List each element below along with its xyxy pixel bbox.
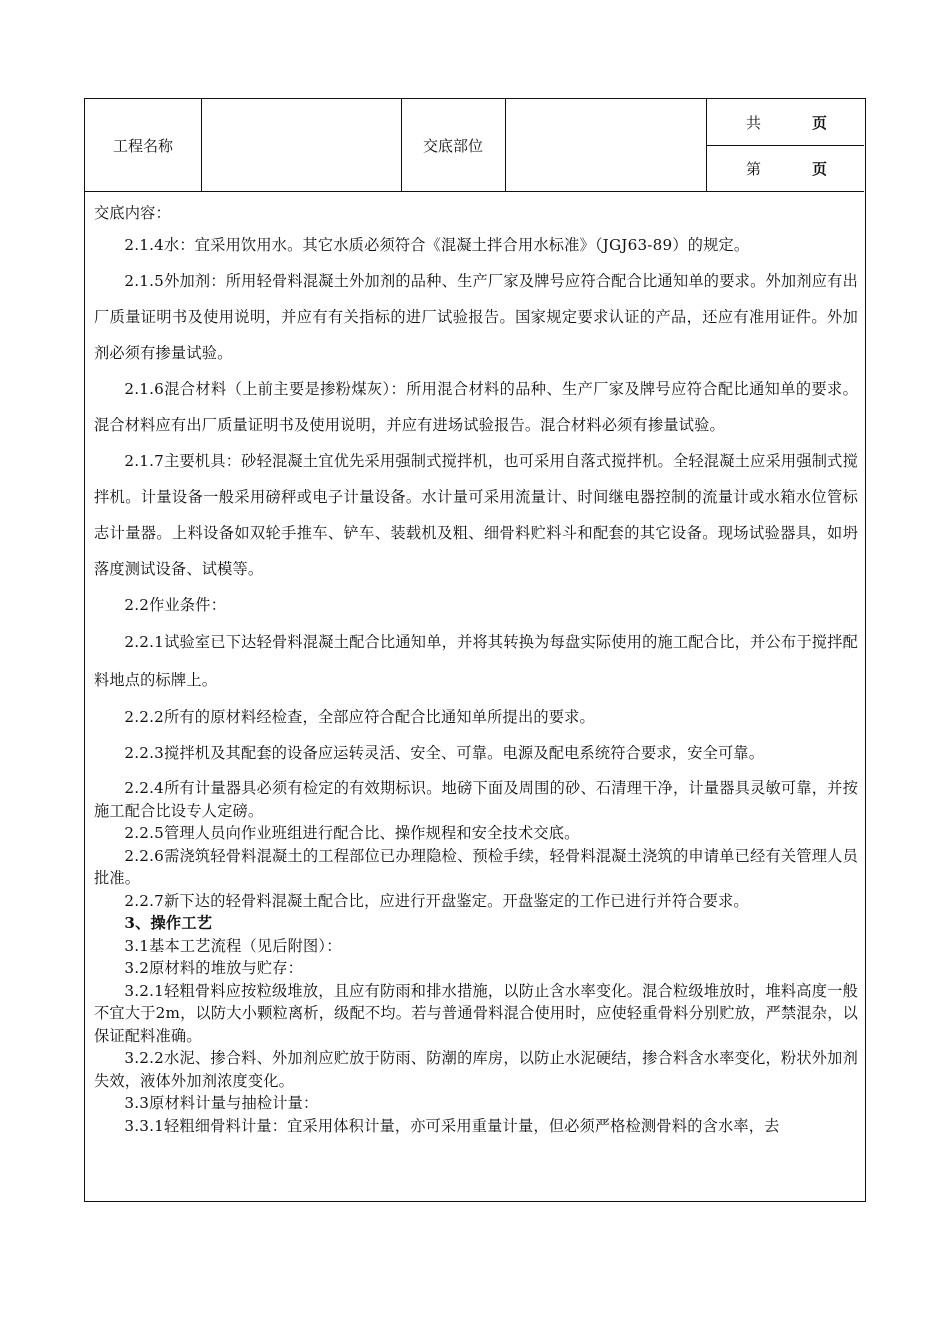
paragraph: 2.1.4水：宜采用饮用水。其它水质必须符合《混凝土拌合用水标准》（JGJ63-89）的规定。	[124, 236, 750, 254]
total-pages-suffix: 页	[812, 113, 828, 132]
paragraph: 2.1.7主要机具：砂轻混凝土宜优先采用强制式搅拌机，也可采用自落式搅拌机。全轻混凝土应采用强制式搅拌机。计量设备一般采用磅秤或电子计量设备。水计量可采用流量计、时间继电器控制的流量计或水箱水位管标志计量器。上料设备如双轮手推车、铲车、装载机及粗、细骨料贮料斗和配套的其它设备。现场试验器具，如坍落度测试设备、试模等。	[94, 452, 858, 578]
paragraph: 2.2.7新下达的轻骨料混凝土配合比，应进行开盘鉴定。开盘鉴定的工作已进行并符合要求。	[124, 891, 749, 910]
page-number-prefix: 第	[746, 159, 762, 178]
paragraph: 3.3原材料计量与抽检计量：	[124, 1094, 319, 1112]
paragraph: 2.1.6混合材料（上前主要是掺粉煤灰）：所用混合材料的品种、生产厂家及牌号应符合配比通知单的要求。混合材料应有出厂质量证明书及使用说明，并应有进场试验报告。混合材料必须有掺量试验。	[94, 380, 858, 434]
paragraph: 3.2原材料的堆放与贮存：	[124, 959, 304, 977]
project-name-value	[201, 99, 401, 191]
project-name-label: 工程名称	[112, 136, 173, 155]
total-pages	[706, 99, 864, 146]
location-value	[505, 99, 706, 191]
paragraph: 2.2.3搅拌机及其配套的设备应运转灵活、安全、可靠。电源及配电系统符合要求，安全可靠。	[124, 744, 765, 762]
content-label: 交底内容：	[94, 204, 171, 222]
paragraph: 2.2.6需浇筑轻骨料混凝土的工程部位已办理隐检、预检手续，轻骨料混凝土浇筑的申请单已经有关管理人员批准。	[94, 846, 858, 887]
paragraph: 2.2.1试验室已下达轻骨料混凝土配合比通知单，并将其转换为每盘实际使用的施工配合比，并公布于搅拌配料地点的标牌上。	[94, 633, 858, 689]
form-header	[85, 99, 864, 192]
page-number-suffix: 页	[812, 159, 828, 178]
location-label: 交底部位	[422, 136, 483, 155]
paragraph: 3.3.1轻粗细骨料计量：宜采用体积计量，亦可采用重量计量，但必须严格检测骨料的含水率，去	[124, 1116, 780, 1135]
paragraph: 2.1.5外加剂：所用轻骨料混凝土外加剂的品种、生产厂家及牌号应符合配合比通知单的要求。外加剂应有出厂质量证明书及使用说明，并应有有关指标的进厂试验报告。国家规定要求认证的产品，还应有准用证件。外加剂必须有掺量试验。	[94, 272, 858, 362]
paragraph: 3.2.2水泥、掺合料、外加剂应贮放于防雨、防潮的库房，以防止水泥硬结，掺合料含水率变化，粉状外加剂失效，液体外加剂浓度变化。	[94, 1049, 858, 1090]
paragraph: 3.2.1轻粗骨料应按粒级堆放，且应有防雨和排水措施，以防止含水率变化。混合粒级堆放时，堆料高度一般不宜大于2m，以防大小颗粒离析，级配不均。若与普通骨料混合使用时，应使轻重骨料分别贮放，严禁混杂，以保证配料准确。	[94, 981, 858, 1045]
disclosure-form	[84, 98, 866, 1202]
paragraph: 2.2.4所有计量器具必须有检定的有效期标识。地磅下面及周围的砂、石清理干净，计量器具灵敏可靠，并按施工配合比设专人定磅。	[94, 779, 858, 820]
section-heading: 3、操作工艺	[124, 914, 213, 932]
page-number	[706, 145, 864, 191]
paragraph: 2.2作业条件：	[124, 596, 227, 614]
paragraph: 3.1基本工艺流程（见后附图）：	[124, 936, 342, 955]
disclosure-content	[94, 195, 858, 1137]
paragraph: 2.2.5管理人员向作业班组进行配合比、操作规程和安全技术交底。	[124, 824, 580, 842]
paragraph: 2.2.2所有的原材料经检查，全部应符合配合比通知单所提出的要求。	[124, 708, 595, 726]
total-pages-prefix: 共	[746, 113, 762, 132]
